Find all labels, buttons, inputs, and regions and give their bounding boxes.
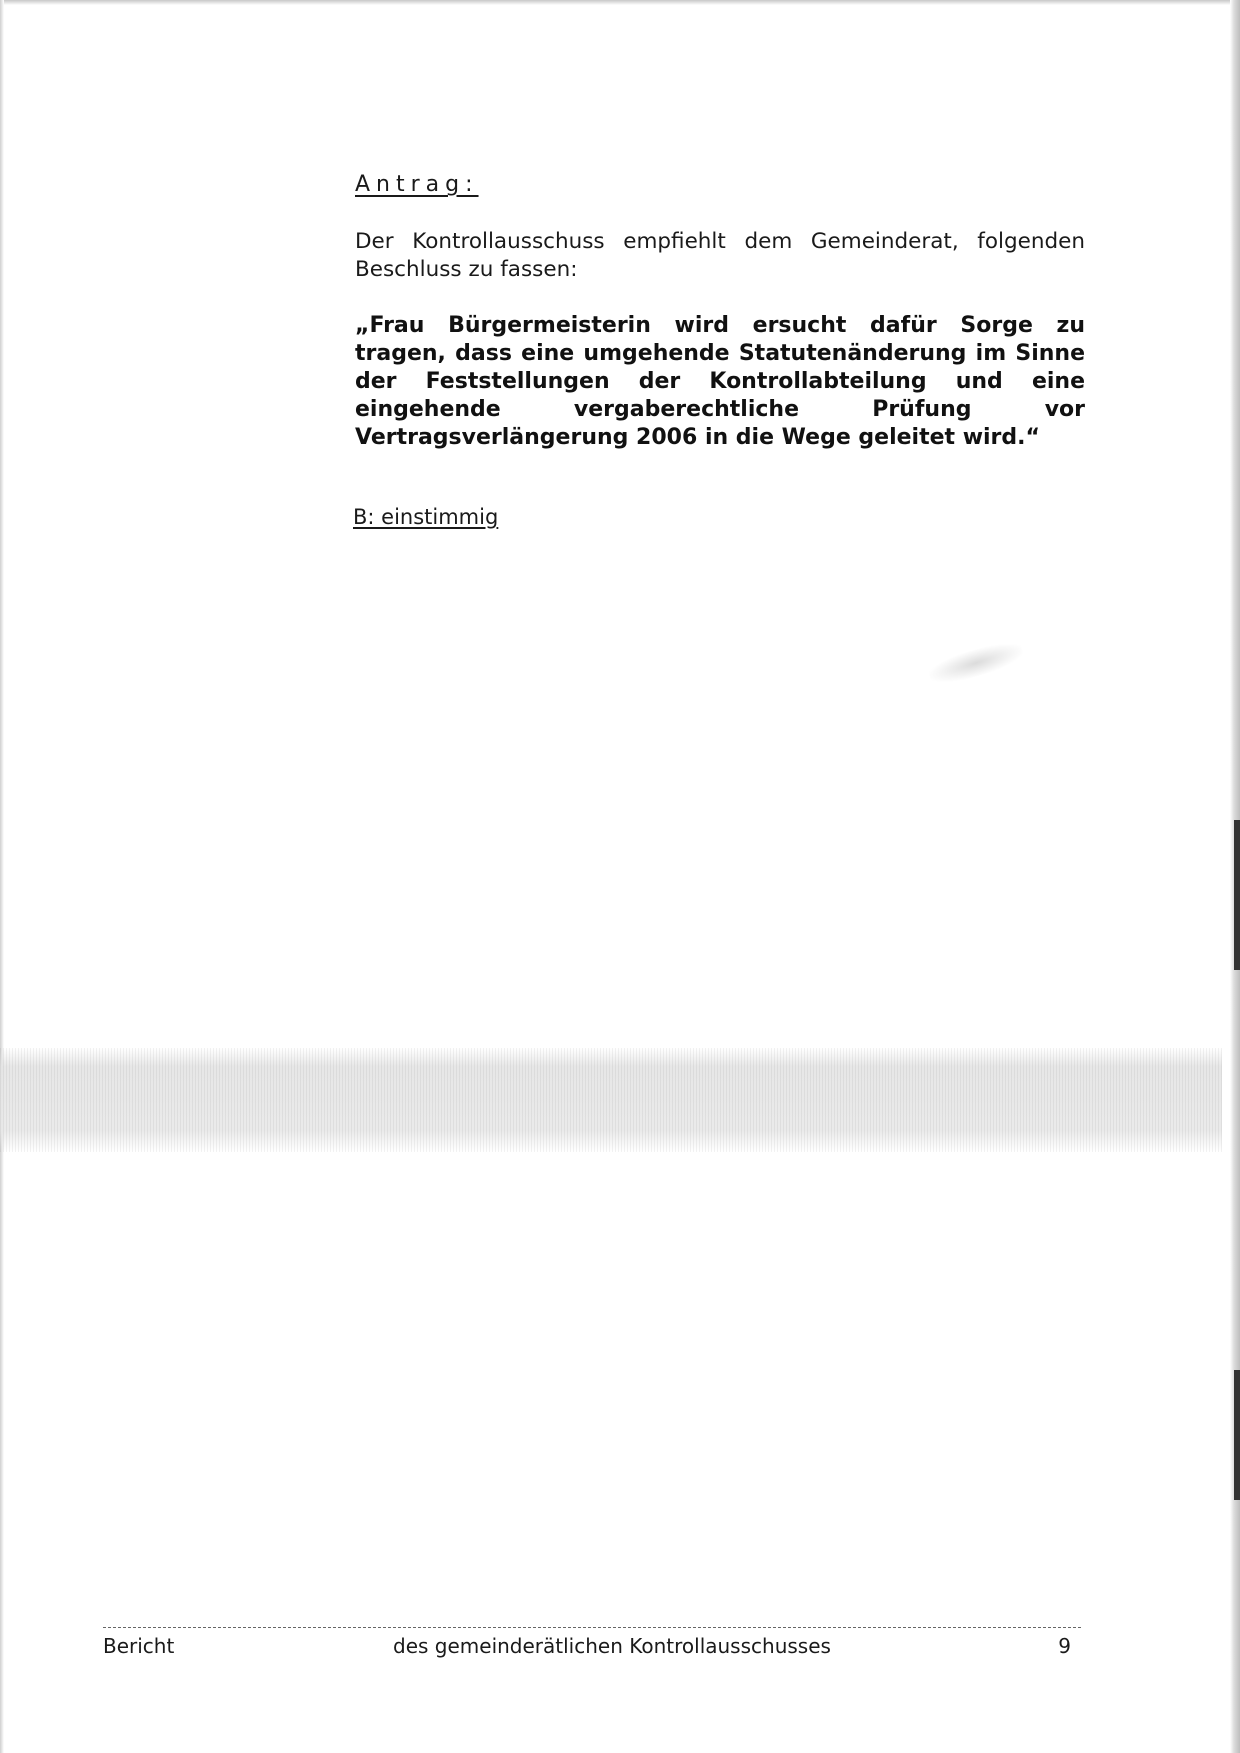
scan-smudge bbox=[926, 637, 1025, 688]
scan-artifact-band bbox=[0, 1048, 1222, 1152]
scan-mark bbox=[1234, 1370, 1240, 1500]
scan-edge-right bbox=[1230, 0, 1240, 1753]
scan-mark bbox=[1234, 820, 1240, 970]
resolution-text: „Frau Bürgermeisterin wird ersucht dafür Sorge zu tragen, dass eine umgehende Statutenänderung im Sinne der Feststellungen der Kontrollabteilung und eine eingehende vergaberechtliche Prüfung vor Vertragsverlängerung 2006 in die Wege geleitet wird.“ bbox=[355, 313, 1085, 450]
page-footer bbox=[103, 1634, 1081, 1664]
footer-left-text: Bericht bbox=[103, 1634, 175, 1658]
footer-divider bbox=[103, 1627, 1081, 1628]
page-number: 9 bbox=[1058, 1634, 1071, 1658]
footer-center-text: des gemeinderätlichen Kontrollausschusses bbox=[393, 1634, 831, 1658]
vote-result: B: einstimmig bbox=[353, 505, 499, 529]
scan-edge-left bbox=[0, 0, 4, 1753]
scan-edge-top bbox=[0, 0, 1240, 5]
intro-paragraph: Der Kontrollausschuss empfiehlt dem Gemeinderat, folgenden Beschluss zu fassen: bbox=[355, 229, 1085, 282]
section-heading: Antrag: bbox=[355, 172, 479, 197]
